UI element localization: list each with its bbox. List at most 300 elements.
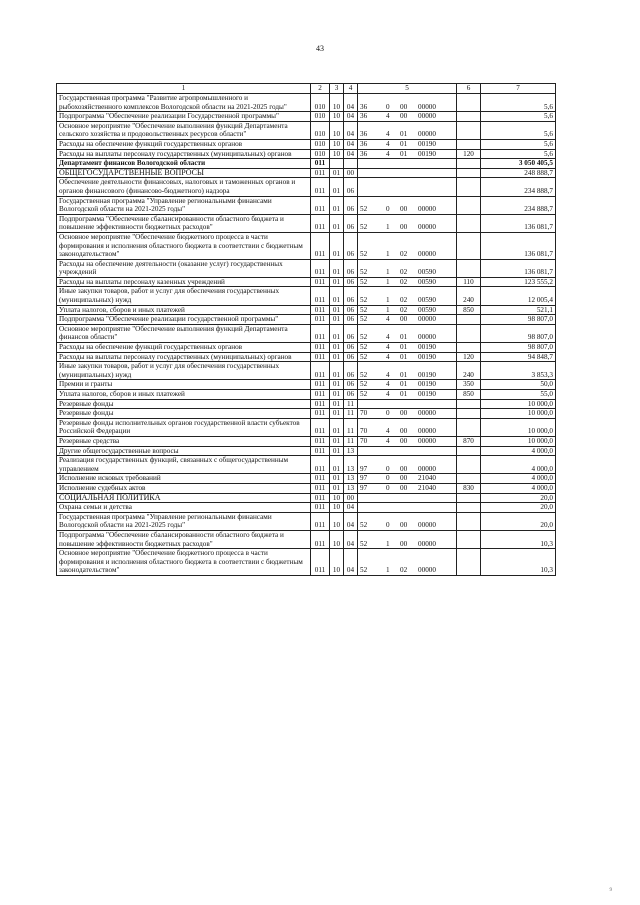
target-article-part: 0	[386, 205, 390, 214]
table-row	[57, 512, 556, 530]
target-article-part: 52	[360, 390, 368, 398]
row-name: Департамент финансов Вологодской области	[57, 159, 311, 169]
row-target-article	[358, 503, 457, 513]
target-article-part: 00000	[418, 223, 436, 232]
target-article-part: 00590	[418, 268, 436, 277]
row-expense-type	[457, 446, 481, 456]
table-row	[57, 159, 556, 169]
row-amount: 55,0	[481, 390, 556, 400]
target-article-part: 00	[400, 474, 408, 483]
row-amount: 50,0	[481, 380, 556, 390]
target-article-part: 52	[360, 333, 368, 342]
row-target-article	[358, 493, 457, 503]
row-expense-type	[457, 324, 481, 342]
target-article-part: 00000	[418, 464, 436, 473]
table-row	[57, 446, 556, 456]
row-grbs: 011	[311, 399, 330, 409]
row-name: Исполнение судебных актов	[57, 483, 311, 493]
target-article-part: 4	[386, 370, 390, 379]
header-row	[57, 84, 556, 94]
table-row	[57, 549, 556, 576]
target-article-part: 00	[400, 539, 408, 548]
row-section: 10	[330, 94, 344, 112]
row-section: 01	[330, 418, 344, 436]
row-section: 01	[330, 259, 344, 277]
row-name: Другие общегосударственные вопросы	[57, 446, 311, 456]
row-amount: 234 888,7	[481, 178, 556, 196]
row-target-article	[358, 139, 457, 149]
target-article-part: 0	[386, 521, 390, 530]
row-subsection: 13	[344, 483, 358, 493]
target-article-part: 1	[386, 268, 390, 277]
row-amount: 20,0	[481, 512, 556, 530]
row-amount: 248 888,7	[481, 168, 556, 178]
row-subsection: 04	[344, 503, 358, 513]
row-section: 01	[330, 324, 344, 342]
row-subsection: 06	[344, 352, 358, 362]
table-row	[57, 493, 556, 503]
row-expense-type: 850	[457, 390, 481, 400]
row-amount: 10 000,0	[481, 418, 556, 436]
row-grbs: 011	[311, 362, 330, 380]
target-article-part: 4	[386, 390, 390, 398]
row-section: 01	[330, 196, 344, 214]
row-name: Расходы на выплаты персоналу государственных (муниципальных) органов	[57, 352, 311, 362]
row-amount: 4 000,0	[481, 446, 556, 456]
row-section: 01	[330, 409, 344, 419]
row-grbs: 011	[311, 315, 330, 325]
row-name: Обеспечение деятельности финансовых, налоговых и таможенных органов и органов финансового (финансово-бюджетного) надзора	[57, 178, 311, 196]
target-article-part: 00000	[418, 521, 436, 530]
row-expense-type	[457, 409, 481, 419]
row-section: 01	[330, 352, 344, 362]
row-amount: 5,6	[481, 149, 556, 159]
row-grbs: 011	[311, 352, 330, 362]
row-subsection: 04	[344, 139, 358, 149]
target-article-part: 00590	[418, 305, 436, 314]
row-grbs: 011	[311, 503, 330, 513]
row-expense-type	[457, 259, 481, 277]
table-row	[57, 139, 556, 149]
target-article-part: 01	[400, 139, 408, 148]
row-grbs: 011	[311, 178, 330, 196]
row-name: ОБЩЕГОСУДАРСТВЕННЫЕ ВОПРОСЫ	[57, 168, 311, 178]
row-grbs: 011	[311, 474, 330, 484]
row-subsection: 06	[344, 232, 358, 259]
target-article-part: 00190	[418, 343, 436, 352]
row-target-article	[358, 178, 457, 196]
row-amount: 98 807,0	[481, 315, 556, 325]
target-article-part: 52	[360, 521, 368, 530]
target-article-part: 52	[360, 250, 368, 259]
target-article-part: 00000	[418, 566, 436, 575]
row-section	[330, 159, 344, 169]
header-cell: 2	[311, 84, 330, 94]
target-article-part: 00000	[418, 539, 436, 548]
row-expense-type: 850	[457, 305, 481, 315]
target-article-part: 1	[386, 277, 390, 286]
row-section: 01	[330, 390, 344, 400]
target-article-part: 97	[360, 483, 368, 492]
target-article-part: 00	[400, 409, 408, 418]
row-grbs: 011	[311, 168, 330, 178]
row-section: 01	[330, 380, 344, 390]
table-row	[57, 390, 556, 400]
page-number: 43	[316, 44, 324, 53]
row-target-article	[358, 287, 457, 305]
target-article-part: 00000	[418, 250, 436, 259]
row-expense-type: 240	[457, 287, 481, 305]
row-grbs: 011	[311, 436, 330, 446]
row-name: Резервные фонды	[57, 399, 311, 409]
row-target-article	[358, 343, 457, 353]
row-subsection: 04	[344, 112, 358, 122]
row-expense-type: 120	[457, 149, 481, 159]
target-article-part: 4	[386, 436, 390, 445]
row-target-article	[358, 324, 457, 342]
target-article-part: 00590	[418, 296, 436, 305]
row-grbs: 010	[311, 139, 330, 149]
row-section: 01	[330, 436, 344, 446]
table-row	[57, 409, 556, 419]
row-expense-type: 110	[457, 277, 481, 287]
row-subsection: 06	[344, 287, 358, 305]
target-article-part: 00000	[418, 205, 436, 214]
row-grbs: 011	[311, 418, 330, 436]
header-cell: 3	[330, 84, 344, 94]
row-target-article	[358, 446, 457, 456]
table-row	[57, 362, 556, 380]
row-section: 01	[330, 277, 344, 287]
row-target-article	[358, 121, 457, 139]
row-subsection: 06	[344, 362, 358, 380]
row-target-article	[358, 352, 457, 362]
target-article-part: 21040	[418, 474, 436, 483]
row-name: Подпрограмма "Обеспечение сбалансированности областного бюджета и повышение эффективности бюджетных расходов"	[57, 530, 311, 548]
row-subsection: 13	[344, 456, 358, 474]
row-subsection: 13	[344, 446, 358, 456]
header-cell: 1	[57, 84, 311, 94]
row-amount: 10,3	[481, 530, 556, 548]
row-grbs: 011	[311, 409, 330, 419]
row-grbs: 011	[311, 446, 330, 456]
row-target-article	[358, 94, 457, 112]
table-row	[57, 343, 556, 353]
target-article-part: 00190	[418, 149, 436, 158]
row-amount: 10 000,0	[481, 436, 556, 446]
row-subsection: 06	[344, 178, 358, 196]
target-article-part: 52	[360, 205, 368, 214]
row-section: 10	[330, 503, 344, 513]
row-expense-type	[457, 214, 481, 232]
target-article-part: 00190	[418, 352, 436, 361]
row-target-article	[358, 512, 457, 530]
row-amount: 12 005,4	[481, 287, 556, 305]
target-article-part: 52	[360, 277, 368, 286]
row-target-article	[358, 362, 457, 380]
row-expense-type	[457, 168, 481, 178]
row-grbs: 010	[311, 94, 330, 112]
row-name: Государственная программа "Управление региональными финансами Вологодской области на 2021-2025 годы"	[57, 196, 311, 214]
table-row	[57, 232, 556, 259]
target-article-part: 00190	[418, 390, 436, 398]
row-name: Иные закупки товаров, работ и услуг для обеспечения государственных (муниципальных) нужд	[57, 287, 311, 305]
row-subsection: 13	[344, 474, 358, 484]
row-grbs: 011	[311, 159, 330, 169]
target-article-part: 02	[400, 566, 408, 575]
target-article-part: 01	[400, 390, 408, 398]
target-article-part: 00000	[418, 436, 436, 445]
row-expense-type	[457, 178, 481, 196]
target-article-part: 1	[386, 250, 390, 259]
row-subsection: 04	[344, 94, 358, 112]
row-amount: 4 000,0	[481, 456, 556, 474]
table-row	[57, 483, 556, 493]
row-target-article	[358, 456, 457, 474]
target-article-part: 0	[386, 474, 390, 483]
target-article-part: 00000	[418, 112, 436, 121]
table-row	[57, 168, 556, 178]
header-cell: 4	[344, 84, 358, 94]
row-section: 01	[330, 343, 344, 353]
row-target-article	[358, 530, 457, 548]
row-amount: 3 050 405,5	[481, 159, 556, 169]
target-article-part: 00	[400, 427, 408, 436]
row-grbs: 011	[311, 343, 330, 353]
budget-table	[56, 83, 556, 576]
target-article-part: 01	[400, 130, 408, 139]
target-article-part: 00190	[418, 370, 436, 379]
table-row	[57, 287, 556, 305]
row-name: Подпрограмма "Обеспечение реализации Государственной программы"	[57, 112, 311, 122]
target-article-part: 01	[400, 333, 408, 342]
target-article-part: 00	[400, 205, 408, 214]
row-grbs: 010	[311, 149, 330, 159]
row-target-article	[358, 168, 457, 178]
row-expense-type	[457, 549, 481, 576]
row-target-article	[358, 474, 457, 484]
target-article-part: 21040	[418, 483, 436, 492]
row-name: Иные закупки товаров, работ и услуг для обеспечения государственных (муниципальных) нужд	[57, 362, 311, 380]
row-target-article	[358, 380, 457, 390]
row-name: Государственная программа "Развитие агропромышленного и рыбохозяйственного комплексов Вологодской области на 2021-2025 годы"	[57, 94, 311, 112]
row-name: Расходы на обеспечение функций государственных органов	[57, 343, 311, 353]
row-name: Резервные средства	[57, 436, 311, 446]
row-amount: 234 888,7	[481, 196, 556, 214]
row-amount: 5,6	[481, 121, 556, 139]
target-article-part: 00000	[418, 427, 436, 436]
target-article-part: 00	[400, 483, 408, 492]
target-article-part: 01	[400, 149, 408, 158]
row-subsection: 00	[344, 493, 358, 503]
row-expense-type: 120	[457, 352, 481, 362]
target-article-part: 02	[400, 250, 408, 259]
table-row	[57, 214, 556, 232]
row-grbs: 011	[311, 530, 330, 548]
target-article-part: 00	[400, 315, 408, 324]
table-row	[57, 94, 556, 112]
row-section: 10	[330, 139, 344, 149]
row-subsection: 06	[344, 324, 358, 342]
row-subsection: 04	[344, 549, 358, 576]
row-amount: 521,1	[481, 305, 556, 315]
row-amount: 5,6	[481, 94, 556, 112]
row-expense-type	[457, 474, 481, 484]
table-row	[57, 503, 556, 513]
row-expense-type: 240	[457, 362, 481, 380]
row-amount: 20,0	[481, 503, 556, 513]
row-grbs: 011	[311, 493, 330, 503]
row-section: 01	[330, 305, 344, 315]
row-name: Расходы на выплаты персоналу казенных учреждений	[57, 277, 311, 287]
target-article-part: 97	[360, 464, 368, 473]
row-expense-type	[457, 418, 481, 436]
table-row	[57, 474, 556, 484]
row-name: Уплата налогов, сборов и иных платежей	[57, 305, 311, 315]
row-section: 01	[330, 399, 344, 409]
target-article-part: 00000	[418, 315, 436, 324]
row-name: Расходы на обеспечение функций государственных органов	[57, 139, 311, 149]
target-article-part: 36	[360, 102, 368, 111]
target-article-part: 00190	[418, 380, 436, 389]
row-grbs: 010	[311, 112, 330, 122]
row-target-article	[358, 196, 457, 214]
row-section: 01	[330, 362, 344, 380]
row-subsection: 04	[344, 512, 358, 530]
row-expense-type: 870	[457, 436, 481, 446]
row-target-article	[358, 549, 457, 576]
table-row	[57, 324, 556, 342]
row-amount: 94 848,7	[481, 352, 556, 362]
target-article-part: 1	[386, 539, 390, 548]
row-amount: 4 000,0	[481, 483, 556, 493]
target-article-part: 4	[386, 333, 390, 342]
target-article-part: 1	[386, 305, 390, 314]
row-target-article	[358, 214, 457, 232]
row-target-article	[358, 232, 457, 259]
header-cell: 5	[358, 84, 457, 94]
target-article-part: 52	[360, 380, 368, 389]
table-row	[57, 418, 556, 436]
target-article-part: 36	[360, 112, 368, 121]
table-row	[57, 352, 556, 362]
target-article-part: 00	[400, 223, 408, 232]
row-amount: 10 000,0	[481, 399, 556, 409]
row-subsection: 06	[344, 343, 358, 353]
row-expense-type	[457, 112, 481, 122]
row-grbs: 011	[311, 380, 330, 390]
row-section: 10	[330, 149, 344, 159]
table-row	[57, 399, 556, 409]
row-grbs: 011	[311, 214, 330, 232]
target-article-part: 0	[386, 409, 390, 418]
row-target-article	[358, 305, 457, 315]
row-section: 01	[330, 232, 344, 259]
row-target-article	[358, 159, 457, 169]
row-amount: 3 853,3	[481, 362, 556, 380]
row-amount: 10,3	[481, 549, 556, 576]
target-article-part: 00000	[418, 130, 436, 139]
row-target-article	[358, 483, 457, 493]
row-name: Охрана семьи и детства	[57, 503, 311, 513]
target-article-part: 01	[400, 343, 408, 352]
row-grbs: 011	[311, 259, 330, 277]
row-amount: 98 807,0	[481, 343, 556, 353]
target-article-part: 52	[360, 352, 368, 361]
table-row	[57, 196, 556, 214]
row-section: 01	[330, 483, 344, 493]
row-section: 01	[330, 474, 344, 484]
row-subsection: 06	[344, 305, 358, 315]
target-article-part: 36	[360, 139, 368, 148]
table-row	[57, 530, 556, 548]
table-row	[57, 277, 556, 287]
target-article-part: 4	[386, 149, 390, 158]
row-name: Основное мероприятие "Обеспечение выполнения функций Департамента финансов области"	[57, 324, 311, 342]
target-article-part: 70	[360, 409, 368, 418]
row-name: Резервные фонды	[57, 409, 311, 419]
row-amount: 136 081,7	[481, 259, 556, 277]
row-name: Премии и гранты	[57, 380, 311, 390]
target-article-part: 36	[360, 149, 368, 158]
target-article-part: 00	[400, 436, 408, 445]
row-name: Основное мероприятие "Обеспечение выполнения функций Департамента сельского хозяйства и продовольственных ресурсов области"	[57, 121, 311, 139]
row-grbs: 011	[311, 196, 330, 214]
target-article-part: 4	[386, 427, 390, 436]
row-grbs: 010	[311, 121, 330, 139]
target-article-part: 52	[360, 315, 368, 324]
row-amount: 136 081,7	[481, 232, 556, 259]
target-article-part: 52	[360, 343, 368, 352]
row-subsection: 00	[344, 168, 358, 178]
row-expense-type	[457, 121, 481, 139]
row-amount: 20,0	[481, 493, 556, 503]
row-section: 10	[330, 121, 344, 139]
row-expense-type	[457, 196, 481, 214]
table-row	[57, 305, 556, 315]
row-section: 10	[330, 493, 344, 503]
target-article-part: 52	[360, 566, 368, 575]
row-section: 01	[330, 214, 344, 232]
row-expense-type	[457, 159, 481, 169]
row-name: Подпрограмма "Обеспечение реализации государственной программы"	[57, 315, 311, 325]
row-target-article	[358, 418, 457, 436]
row-section: 01	[330, 287, 344, 305]
row-subsection	[344, 159, 358, 169]
table-row	[57, 380, 556, 390]
target-article-part: 52	[360, 305, 368, 314]
row-grbs: 011	[311, 549, 330, 576]
row-name: Основное мероприятие "Обеспечение бюджетного процесса в части формирования и исполнения областного бюджета в соответствии с бюджетным законодательством"	[57, 549, 311, 576]
row-subsection: 06	[344, 196, 358, 214]
row-expense-type	[457, 94, 481, 112]
row-expense-type	[457, 493, 481, 503]
row-subsection: 06	[344, 380, 358, 390]
table-body	[57, 94, 556, 576]
row-grbs: 011	[311, 287, 330, 305]
row-subsection: 06	[344, 214, 358, 232]
row-grbs: 011	[311, 483, 330, 493]
row-amount: 5,6	[481, 112, 556, 122]
row-name: Резервные фонды исполнительных органов государственной власти субъектов Российской Федерации	[57, 418, 311, 436]
target-article-part: 97	[360, 474, 368, 483]
target-article-part: 00000	[418, 333, 436, 342]
row-subsection: 04	[344, 121, 358, 139]
target-article-part: 02	[400, 277, 408, 286]
target-article-part: 00	[400, 521, 408, 530]
row-name: Основное мероприятие "Обеспечение бюджетного процесса в части формирования и исполнения областного бюджета в соответствии с бюджетным законодательством"	[57, 232, 311, 259]
table-row	[57, 178, 556, 196]
